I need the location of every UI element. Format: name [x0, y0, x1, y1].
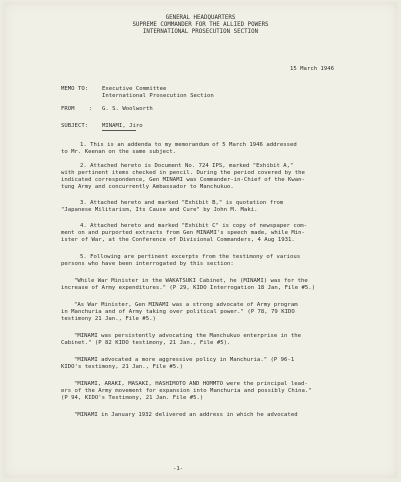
para-5-line-2: persons who have been interrogated by this section:: [61, 261, 234, 267]
quote-1-line-2: increase of Army expenditures." (P 29, KIDO Interrogation 18 Jan, File #5.): [61, 285, 316, 291]
memo-to-line-2: International Prosecution Section: [102, 93, 214, 99]
quote-2-line-1: "As War Minister, Gen MINAMI was a strong advocate of Army program: [74, 302, 298, 308]
memo-subject-value: MINAMI, Jiro: [102, 123, 143, 129]
para-2-line-1: 2. Attached hereto is Document No. 724 IPS, marked "Exhibit A,": [80, 163, 294, 169]
quote-3-line-1: "MINAMI was persistently advocating the Manchukuo enterprise in the: [74, 333, 301, 339]
quote-3-line-2: Cabinet." (P 82 KIDO testimony, 21 Jan., File #5).: [61, 340, 231, 346]
quote-2-line-3: testimony 21 Jan., File #5.): [61, 316, 156, 322]
memo-subject-label: SUBJECT:: [61, 123, 89, 129]
para-1-line-2: to Mr. Keenan on the same subject.: [61, 149, 177, 155]
quote-5-line-1: "MINAMI, ARAKI, MASAKI, HASHIMOTO AND HOMMTO were the principal lead-: [74, 381, 308, 387]
header-line-2: SUPREME COMMANDER FOR THE ALLIED POWERS: [132, 22, 269, 28]
page-number: -1-: [173, 466, 184, 472]
header-line-1: GENERAL HEADQUARTERS: [165, 15, 236, 21]
quote-4-line-2: KIDO's testimony, 21 Jan., File #5.): [61, 364, 183, 370]
para-4-line-2: ment on and purported extracts from Gen MINAMI's speech made, while Min-: [61, 230, 305, 236]
para-4-line-3: ister of War, at the Conference of Divisional Commanders, 4 Aug 1931.: [61, 237, 295, 243]
quote-2-line-2: in Manchuria and of Army taking over political power." (P 78, 79 KIDO: [61, 309, 295, 315]
quote-4-line-1: "MINAMI advocated a more aggressive policy in Manchuria." (P 96-1: [74, 357, 295, 363]
quote-5-line-2: ers of the Army movement for expansion into Manchuria and possibly China.": [61, 388, 312, 394]
para-2-line-4: tung Army and concurrently Ambassador to Manchukuo.: [61, 184, 234, 190]
quote-1-line-1: "While War Minister in the WAKATSUKI Cabinet, he (MINAMI) was for the: [74, 278, 308, 284]
para-4-line-1: 4. Attached hereto and marked "Exhibit C" is copy of newspaper com-: [80, 223, 307, 229]
quote-6-line-1: "MINAMI in January 1932 delivered an address in which he advocated: [74, 412, 298, 418]
memo-to-label: MEMO TO:: [61, 86, 89, 92]
quote-5-line-3: (P 94, KIDO's Testimony, 21 Jan. File #5.): [61, 395, 204, 401]
para-3-line-1: 3. Attached hereto and marked "Exhibit B," is quotation from: [80, 200, 284, 206]
memo-from-label: FROM: [61, 106, 75, 112]
memo-date: 15 March 1946: [290, 66, 335, 72]
para-2-line-3: indicated correspondence, Gen MINAMI was Commander-in-Chief of the Kwan-: [61, 177, 305, 183]
subject-underline: [102, 130, 136, 131]
header-line-3: INTERNATIONAL PROSECUTION SECTION: [142, 29, 259, 35]
para-1-line-1: 1. This is an addenda to my memorandum of 5 March 1946 addressed: [80, 142, 297, 148]
memo-from-colon: :: [89, 106, 93, 112]
document-page: [3, 2, 398, 478]
para-3-line-2: "Japanese Militarism, Its Cause and Cure" by John M. Maki.: [61, 207, 258, 213]
memo-from-value: G. S. Woolworth: [102, 106, 153, 112]
memo-to-line-1: Executive Committee: [102, 86, 167, 92]
para-5-line-1: 5. Following are pertinent excerpts from the testimony of various: [80, 254, 301, 260]
para-2-line-2: with pertinent items checked in pencil. During the period covered by the: [61, 170, 305, 176]
